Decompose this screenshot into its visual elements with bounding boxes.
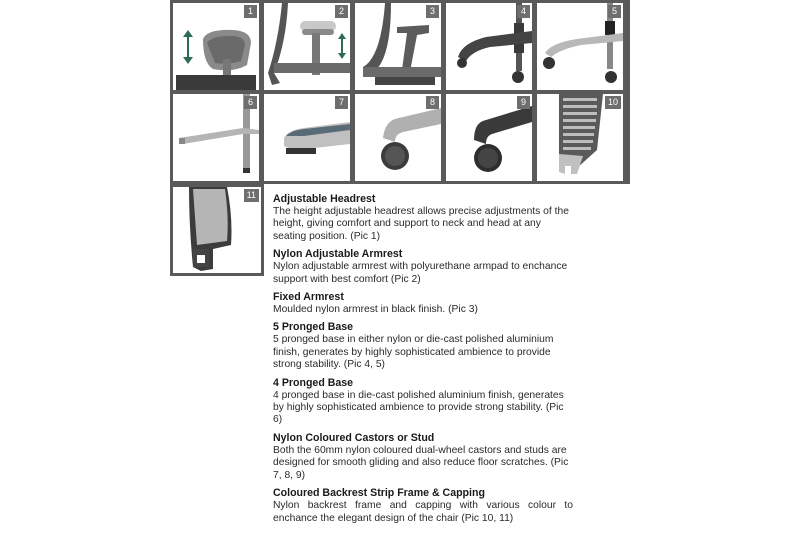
picture-grid xyxy=(170,0,630,184)
feature-description: Moulded nylon armrest in black finish. (Pic 3) xyxy=(273,304,478,316)
feature-descriptions xyxy=(273,193,573,530)
feature-title: Nylon Coloured Castors or Stud xyxy=(273,431,435,444)
feature-title: Coloured Backrest Strip Frame & Capping xyxy=(273,487,485,500)
picture-9-nylon-castor xyxy=(446,94,532,181)
picture-number-badge: 7 xyxy=(335,96,348,109)
feature-title: Nylon Adjustable Armrest xyxy=(273,248,403,261)
feature-title: 4 Pronged Base xyxy=(273,376,354,389)
feature-description: 5 pronged base in either nylon or die-cast polished aluminium finish, generates by highly sophisticated ambience to provide strong stability. (Pic 4, 5) xyxy=(273,334,554,371)
picture-10-backrest-strip-frame xyxy=(537,94,623,181)
feature-description: The height adjustable headrest allows precise adjustments of the height, giving comfort and support to neck and head at any seating position. (Pic 1) xyxy=(273,206,569,242)
picture-number-badge: 11 xyxy=(244,189,259,202)
feature-nylon-adjustable-armrest xyxy=(273,248,573,286)
feature-title: Adjustable Headrest xyxy=(273,193,376,205)
picture-2-adjustable-armrest xyxy=(264,3,350,90)
picture-number-badge: 4 xyxy=(517,5,530,18)
feature-title: Fixed Armrest xyxy=(273,291,344,304)
feature-description: Nylon backrest frame and capping with various colour to enchance the elegant design of the chair (Pic 10, 11) xyxy=(273,500,573,524)
feature-description: Both the 60mm nylon coloured dual-wheel castors and studs are designed for smooth gliding and also reduce floor scratches. (Pic 7, 8, 9) xyxy=(273,444,569,481)
picture-5-aluminium-base xyxy=(537,3,623,90)
feature-5-pronged-base xyxy=(273,321,573,371)
feature-adjustable-headrest xyxy=(273,193,573,243)
picture-number-badge: 1 xyxy=(244,5,257,18)
picture-11-backrest-capping xyxy=(173,187,261,273)
picture-number-badge: 3 xyxy=(426,5,439,18)
picture-4-nylon-base xyxy=(446,3,532,90)
picture-number-badge: 8 xyxy=(426,96,439,109)
feature-title: 5 Pronged Base xyxy=(273,321,354,334)
picture-7-stud xyxy=(264,94,350,181)
picture-number-badge: 10 xyxy=(605,96,621,109)
feature-description: Nylon adjustable armrest with polyurethane armpad to enchance support with best comfort (Pic 2) xyxy=(273,261,568,285)
picture-number-badge: 9 xyxy=(517,96,530,109)
feature-fixed-armrest xyxy=(273,291,573,316)
feature-4-pronged-base xyxy=(273,377,573,427)
feature-description: 4 pronged base in die-cast polished aluminium finish, generates by highly sophisticated ambience to provide strong stability. (Pic 6) xyxy=(273,389,564,426)
feature-backrest-strip-frame-capping xyxy=(273,487,573,525)
picture-6-4-pronged-base xyxy=(173,94,259,181)
picture-grid-extension xyxy=(170,184,264,276)
picture-3-fixed-armrest xyxy=(355,3,441,90)
picture-number-badge: 6 xyxy=(244,96,257,109)
feature-castors-or-stud xyxy=(273,432,573,482)
picture-number-badge: 5 xyxy=(608,5,621,18)
picture-8-aluminium-castor xyxy=(355,94,441,181)
picture-1-headrest xyxy=(173,3,259,90)
picture-number-badge: 2 xyxy=(335,5,348,18)
